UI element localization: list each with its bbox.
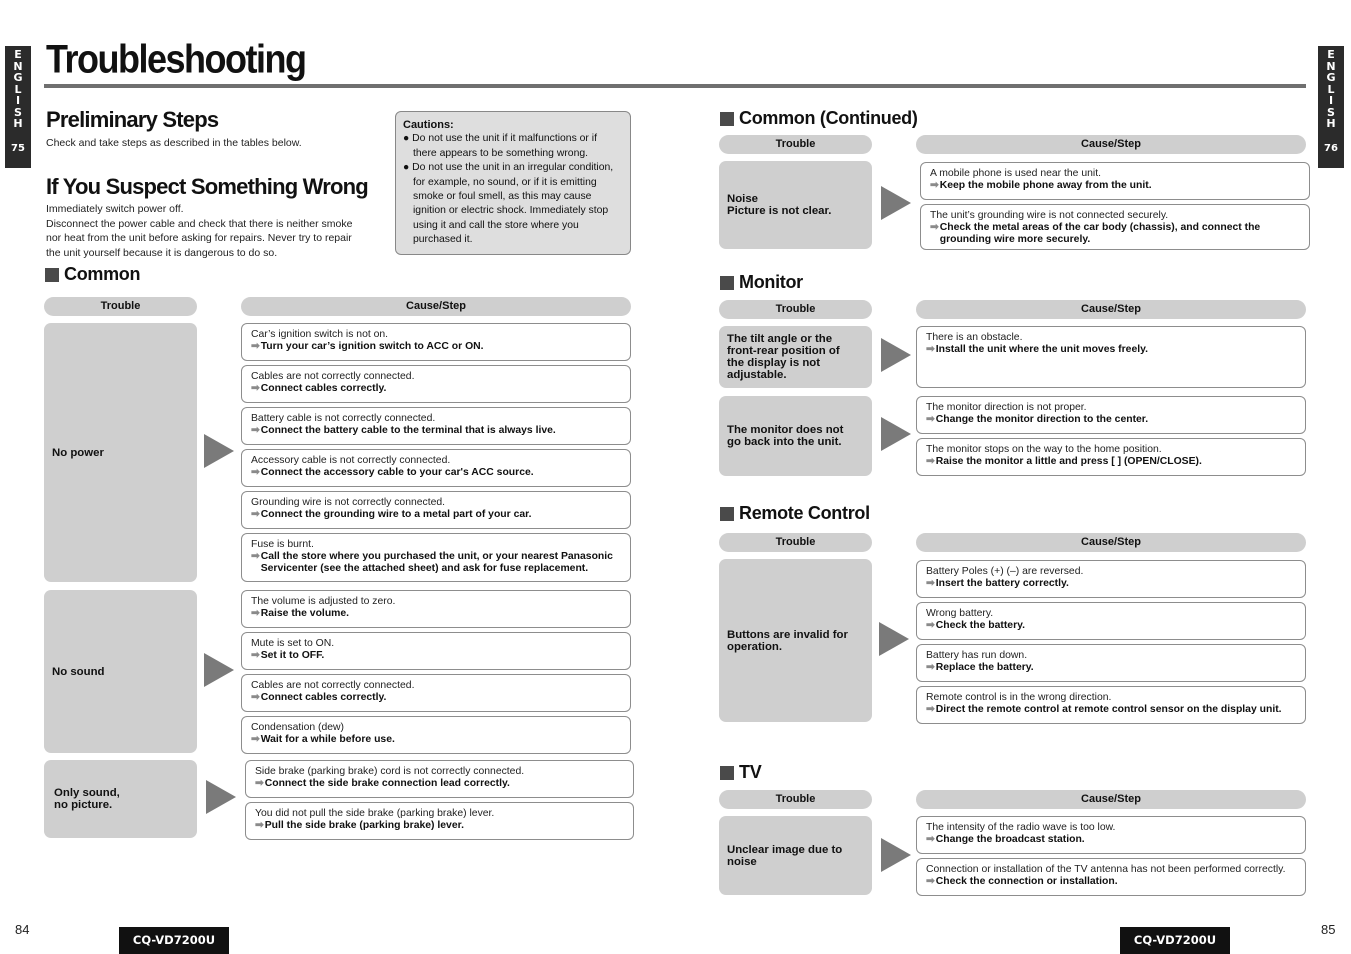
trouble-no-power	[44, 323, 197, 582]
cause-box	[920, 204, 1310, 250]
step-line	[930, 222, 1300, 246]
trouble-label: the display is not	[727, 357, 821, 369]
trouble-tilt	[719, 326, 872, 388]
section-square-icon	[720, 276, 734, 290]
step-arrow-icon: ➡	[926, 456, 935, 467]
tab-letter: H	[1326, 117, 1336, 130]
cautions-box	[395, 111, 631, 255]
cause-box	[920, 162, 1310, 200]
step-text: Direct the remote control at remote control sensor on the display unit.	[935, 704, 1282, 715]
step-line	[251, 383, 621, 395]
step-text: Set it to OFF.	[260, 650, 325, 661]
step-line	[926, 834, 1296, 846]
cause-box	[916, 644, 1306, 682]
step-line	[251, 692, 621, 704]
trouble-noise	[719, 161, 872, 249]
cause-box	[916, 686, 1306, 724]
tab-letter: N	[13, 59, 23, 73]
suspect-line: Immediately switch power off.	[46, 203, 184, 215]
trouble-no-sound	[44, 590, 197, 753]
step-text: Check the battery.	[935, 620, 1026, 631]
step-arrow-icon: ➡	[251, 650, 260, 661]
section-title: Common	[64, 264, 141, 284]
step-text: Insert the battery correctly.	[935, 578, 1069, 589]
step-text: Connect cables correctly.	[260, 692, 387, 703]
page-title: Troubleshooting	[46, 36, 306, 82]
cause-text: The unit’s grounding wire is not connected securely.	[930, 210, 1169, 221]
step-arrow-icon: ➡	[926, 876, 935, 887]
trouble-label: Buttons are invalid for	[727, 628, 848, 641]
step-line	[926, 662, 1296, 674]
cause-text: Cables are not correctly connected.	[251, 371, 415, 382]
tab-letter: E	[14, 48, 22, 61]
preliminary-heading: Preliminary Steps	[46, 107, 219, 132]
trouble-remote	[719, 559, 872, 722]
common-continued-heading	[720, 108, 918, 129]
caution-item: ● Do not use the unit if it malfunctions or if there appears to be something wrong.	[403, 133, 597, 159]
model-badge-left: CQ-VD7200U	[119, 927, 229, 954]
language-tab-right	[1318, 46, 1344, 168]
step-text: Check the metal areas of the car body (chassis), and connect the grounding wire more securely.	[939, 222, 1261, 245]
step-arrow-icon: ➡	[926, 704, 935, 715]
cause-text: The intensity of the radio wave is too low.	[926, 822, 1116, 833]
cause-header: Cause/Step	[916, 135, 1306, 154]
step-line	[251, 650, 621, 662]
language-tab-letters	[1318, 46, 1344, 130]
cause-text: Remote control is in the wrong direction.	[926, 692, 1112, 703]
page-number-left: 84	[15, 922, 30, 937]
step-text: Check the connection or installation.	[935, 876, 1118, 887]
step-arrow-icon: ➡	[926, 620, 935, 631]
cause-text: You did not pull the side brake (parking brake) lever.	[255, 808, 495, 819]
step-line	[926, 876, 1296, 888]
step-text: Connect the grounding wire to a metal part of your car.	[260, 509, 532, 520]
suspect-heading: If You Suspect Something Wrong	[46, 174, 368, 199]
trouble-monitor-return	[719, 396, 872, 476]
cause-text: Side brake (parking brake) cord is not correctly connected.	[255, 766, 525, 777]
step-arrow-icon: ➡	[930, 222, 939, 233]
trouble-label: The monitor does not	[727, 424, 844, 436]
section-title: Remote Control	[739, 503, 870, 523]
trouble-tv	[719, 816, 872, 895]
trouble-label: front-rear position of	[727, 345, 840, 357]
trouble-header: Trouble	[44, 297, 197, 316]
cause-box	[241, 449, 631, 487]
step-arrow-icon: ➡	[251, 551, 260, 562]
step-arrow-icon: ➡	[251, 734, 260, 745]
tab-letter: H	[13, 117, 23, 130]
cause-text: The monitor direction is not proper.	[926, 402, 1087, 413]
step-arrow-icon: ➡	[930, 180, 939, 191]
step-text: Change the broadcast station.	[935, 834, 1085, 845]
cause-text: The volume is adjusted to zero.	[251, 596, 396, 607]
cause-text: The monitor stops on the way to the home position.	[926, 444, 1162, 455]
trouble-label: go back into the unit.	[727, 436, 842, 448]
cause-header: Cause/Step	[916, 790, 1306, 809]
cause-box	[241, 632, 631, 670]
cause-box	[241, 716, 631, 754]
caution-item: ● Do not use the unit in an irregular condition, for example, no sound, or if it is emitting smoke or foul smell, as this may cause ignition or electric shock. Immediately stop using it and call the store where you purchased it.	[403, 162, 614, 246]
cause-text: Cables are not correctly connected.	[251, 680, 415, 691]
trouble-label: operation.	[727, 640, 783, 653]
cause-box	[916, 602, 1306, 640]
step-line	[926, 578, 1296, 590]
trouble-label: Only sound,	[54, 787, 120, 799]
trouble-header: Trouble	[719, 790, 872, 809]
step-text: Connect the side brake connection lead correctly.	[264, 778, 510, 789]
trouble-label: Unclear image due to	[727, 843, 843, 856]
page-number-right: 85	[1321, 922, 1336, 937]
tab-letter: S	[1327, 105, 1335, 119]
step-text: Install the unit where the unit moves freely.	[935, 344, 1149, 355]
step-text: Raise the monitor a little and press [ ] (OPEN/CLOSE).	[935, 456, 1202, 467]
cause-text: Battery Poles (+) (–) are reversed.	[926, 566, 1084, 577]
cause-box	[241, 533, 631, 582]
trouble-label: adjustable.	[727, 369, 787, 381]
trouble-label: No power	[52, 446, 104, 459]
tab-letter: L	[1327, 82, 1335, 96]
cause-box	[916, 326, 1306, 388]
step-text: Turn your car’s ignition switch to ACC or ON.	[260, 341, 484, 352]
cause-text: Wrong battery.	[926, 608, 994, 619]
step-text: Connect the battery cable to the terminal that is always live.	[260, 425, 556, 436]
tab-page-number: 75	[11, 142, 25, 154]
cause-box	[241, 491, 631, 529]
cause-box	[241, 407, 631, 445]
cause-text: Accessory cable is not correctly connected.	[251, 455, 451, 466]
step-line	[251, 551, 621, 575]
arrow-right-icon	[881, 338, 911, 372]
tab-letter: G	[1326, 71, 1336, 84]
step-line	[926, 414, 1296, 426]
step-arrow-icon: ➡	[926, 414, 935, 425]
cautions-title: Cautions:	[403, 119, 454, 131]
cause-text: Battery cable is not correctly connected.	[251, 413, 436, 424]
arrow-right-icon	[206, 780, 236, 814]
step-text: Replace the battery.	[935, 662, 1034, 673]
cause-text: There is an obstacle.	[926, 332, 1023, 343]
monitor-heading	[720, 272, 803, 293]
arrow-right-icon	[204, 653, 234, 687]
cause-box	[241, 590, 631, 628]
step-line	[926, 704, 1296, 716]
trouble-label: Picture is not clear.	[727, 205, 832, 217]
section-square-icon	[720, 507, 734, 521]
tab-letter: I	[15, 94, 21, 107]
cause-box	[916, 438, 1306, 476]
arrow-right-icon	[881, 417, 911, 451]
step-line	[255, 820, 624, 832]
section-square-icon	[720, 112, 734, 126]
cause-text: Car’s ignition switch is not on.	[251, 329, 389, 340]
trouble-label: The tilt angle or the	[727, 333, 833, 345]
cause-box	[245, 760, 634, 798]
cause-text: Fuse is burnt.	[251, 539, 314, 550]
trouble-header: Trouble	[719, 300, 872, 319]
cause-box	[916, 560, 1306, 598]
remote-heading	[720, 503, 870, 524]
tab-letter: G	[13, 71, 23, 84]
cause-header: Cause/Step	[916, 300, 1306, 319]
suspect-line: nor heat from the unit before asking for repairs. Never try to repair	[46, 232, 352, 245]
step-arrow-icon: ➡	[251, 383, 260, 394]
step-text: Pull the side brake (parking brake) lever.	[264, 820, 464, 831]
cause-text: A mobile phone is used near the unit.	[930, 168, 1101, 179]
step-text: Wait for a while before use.	[260, 734, 395, 745]
suspect-line: the unit yourself because it is dangerous to do so.	[46, 246, 278, 259]
cause-text: Mute is set to ON.	[251, 638, 335, 649]
step-line	[926, 456, 1296, 468]
preliminary-text: Check and take steps as described in the tables below.	[46, 137, 302, 149]
cause-text: Battery has run down.	[926, 650, 1028, 661]
cause-box	[245, 802, 634, 840]
arrow-right-icon	[204, 434, 234, 468]
title-rule	[44, 84, 1306, 88]
arrow-right-icon	[879, 622, 909, 656]
suspect-line: Disconnect the power cable and check that there is neither smoke	[46, 217, 353, 230]
step-arrow-icon: ➡	[251, 509, 260, 520]
step-line	[251, 467, 621, 479]
step-arrow-icon: ➡	[255, 820, 264, 831]
step-arrow-icon: ➡	[251, 692, 260, 703]
cause-header: Cause/Step	[241, 297, 631, 316]
step-line	[251, 608, 621, 620]
cause-header: Cause/Step	[916, 533, 1306, 552]
section-title: Monitor	[739, 272, 803, 292]
cause-box	[241, 365, 631, 403]
step-arrow-icon: ➡	[251, 608, 260, 619]
step-line	[251, 425, 621, 437]
tv-heading	[720, 762, 761, 783]
suspect-text	[46, 202, 376, 260]
cause-text: Connection or installation of the TV antenna has not been performed correctly.	[926, 864, 1286, 875]
step-text: Keep the mobile phone away from the unit.	[939, 180, 1152, 191]
language-tab-letters	[5, 46, 31, 130]
step-line	[930, 180, 1300, 192]
arrow-right-icon	[881, 186, 911, 220]
step-arrow-icon: ➡	[251, 425, 260, 436]
arrow-right-icon	[881, 838, 911, 872]
step-line	[251, 734, 621, 746]
cause-box	[916, 816, 1306, 854]
language-tab-left	[5, 46, 31, 168]
trouble-header: Trouble	[719, 135, 872, 154]
step-text: Change the monitor direction to the center.	[935, 414, 1149, 425]
tab-letter: L	[14, 82, 22, 96]
cause-text: Grounding wire is not correctly connected.	[251, 497, 446, 508]
model-badge-right: CQ-VD7200U	[1120, 927, 1230, 954]
step-text: Connect cables correctly.	[260, 383, 387, 394]
section-square-icon	[45, 268, 59, 282]
trouble-label: noise	[727, 855, 757, 868]
step-arrow-icon: ➡	[255, 778, 264, 789]
step-text: Call the store where you purchased the unit, or your nearest Panasonic Servicenter (see the attached sheet) and ask for fuse replacement.	[260, 551, 613, 574]
cause-box	[241, 323, 631, 361]
tab-letter: I	[1328, 94, 1334, 107]
step-arrow-icon: ➡	[926, 834, 935, 845]
section-title: TV	[739, 762, 762, 782]
step-line	[926, 620, 1296, 632]
step-line	[251, 341, 621, 353]
trouble-label: No sound	[52, 665, 105, 678]
section-square-icon	[720, 766, 734, 780]
cause-box	[916, 396, 1306, 434]
step-arrow-icon: ➡	[251, 467, 260, 478]
tab-letter: S	[14, 105, 22, 119]
step-line	[255, 778, 624, 790]
trouble-only-sound	[44, 760, 197, 838]
trouble-label: Noise	[727, 193, 759, 205]
step-arrow-icon: ➡	[926, 578, 935, 589]
step-arrow-icon: ➡	[926, 662, 935, 673]
step-text: Raise the volume.	[260, 608, 350, 619]
step-text: Connect the accessory cable to your car's ACC source.	[260, 467, 534, 478]
trouble-label: no picture.	[54, 799, 113, 811]
tab-letter: N	[1326, 59, 1336, 73]
cause-text: Condensation (dew)	[251, 722, 344, 733]
cause-box	[916, 858, 1306, 896]
step-line	[251, 509, 621, 521]
section-title: Common (Continued)	[739, 108, 918, 128]
cause-box	[241, 674, 631, 712]
tab-letter: E	[1327, 48, 1335, 61]
common-heading	[45, 264, 140, 285]
tab-page-number: 76	[1324, 142, 1338, 154]
step-arrow-icon: ➡	[251, 341, 260, 352]
trouble-header: Trouble	[719, 533, 872, 552]
step-line	[926, 344, 1296, 356]
step-arrow-icon: ➡	[926, 344, 935, 355]
